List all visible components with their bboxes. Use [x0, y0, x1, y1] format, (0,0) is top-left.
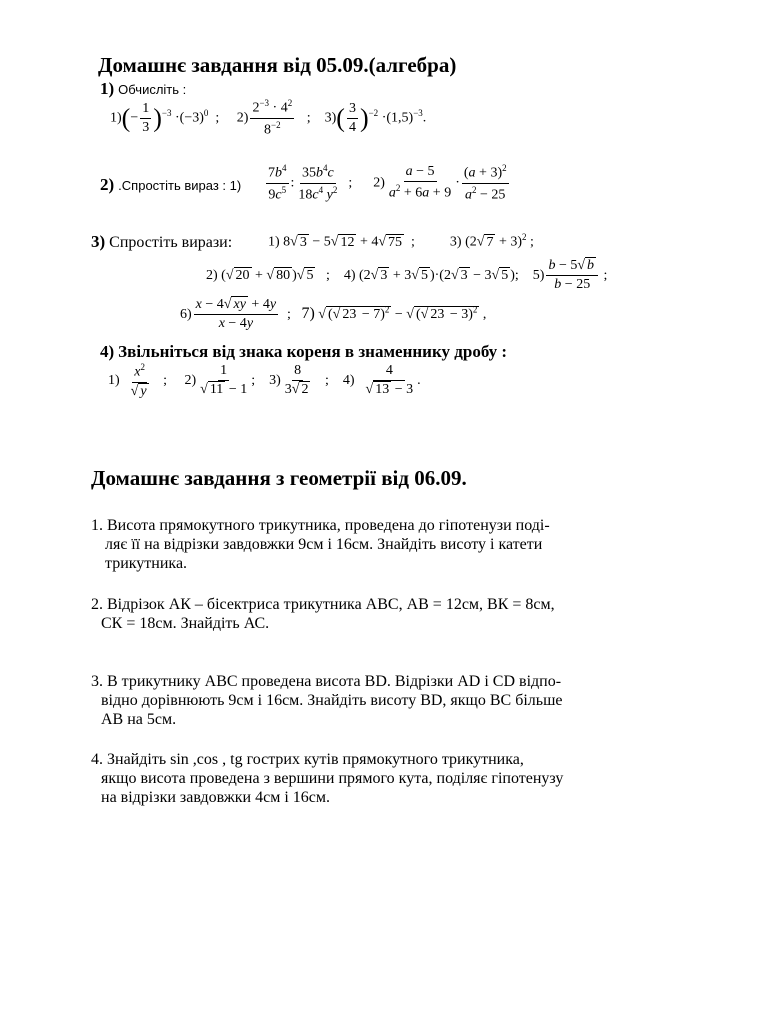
problem-3-line-1: 3. В трикутнику АВС проведена висота BD. Відрізки AD і CD відпо-: [91, 673, 562, 690]
task3-header: [91, 232, 232, 252]
task1-header: [100, 79, 186, 99]
task2-number: 2): [100, 175, 115, 194]
geometry-problem-3: [91, 672, 651, 729]
task3-row3: 6) $\frac{x - 4√ xy + 4y}{x - 4y}$ ; 7) √ (√ 23 − 7)$^2$ − √ (√ 23 − 3)$^2$ ,: [180, 297, 487, 332]
problem-1-line-2: ляє її на відрізки завдовжки 9см і 16см. Знайдіть висоту і катети: [105, 536, 543, 553]
problem-4-line-1: 4. Знайдіть sin ,cos , tg гострих кутів прямокутного трикутника,: [91, 751, 524, 768]
geometry-problem-1: [91, 516, 651, 573]
problem-3-line-3: АВ на 5см.: [101, 711, 177, 728]
task1-label: Обчисліть :: [118, 82, 187, 97]
task4-expressions: 1) $\frac{x^2}{√ y}$ ; 2) $\frac{1}{√ 11 - 1}$ ; 3) $\frac{8}{3√ 2}$ ; 4) $\frac{4}{√ 13 - 3}$ .: [108, 362, 421, 399]
task2-label: .Спростіть вираз : 1): [118, 178, 242, 193]
problem-1-line-1: 1. Висота прямокутного трикутника, проведена до гіпотенузи поді-: [91, 517, 550, 534]
task2-header: [100, 175, 241, 195]
algebra-title: Домашнє завдання від 05.09.(алгебра): [98, 53, 457, 77]
task4-header: [100, 342, 507, 362]
geometry-problem-2: [91, 595, 651, 633]
task3-row2: 2) (√ 20 + √ 80 )√ 5 ; 4) (2√ 3 + 3√ 5 )·(2√ 3 − 3√ 5 ); 5) $\frac{b - 5√ b}{b - 25}$ ;: [206, 258, 608, 293]
problem-4-line-3: на відрізки завдовжки 4см і 16см.: [101, 789, 331, 806]
geometry-problem-4: [91, 750, 651, 807]
task1-number: 1): [100, 79, 115, 98]
task3-row1: 1) 8√ 3 − 5√ 12 + 4√ 75 ; 3) (2√ 7 + 3)$^2$ ;: [268, 232, 534, 250]
task3-label: Спростіть вирази:: [109, 234, 233, 251]
problem-3-line-2: відно дорівнюють 9см і 16см. Знайдіть висоту BD, якщо ВС більше: [101, 692, 563, 709]
problem-2-line-1: 2. Відрізок АК – бісектриса трикутника АВС, АВ = 12см, ВК = 8см,: [91, 596, 555, 613]
problem-2-line-2: СК = 18см. Знайдіть АС.: [101, 615, 270, 632]
problem-1-line-3: трикутника.: [105, 555, 188, 572]
task4-number: 4): [100, 342, 115, 361]
geometry-title: Домашнє завдання з геометрії від 06.09.: [91, 466, 467, 490]
task1-expressions: 1)(− $\frac{1}{3}$ )$^{-3} \cdot(-3)^0$ ; 2) $\frac{2^{-3} \cdot 4^2}{8^{-2}}$ ; 3)( $\frac{3}{4}$ )$^{-2} \cdot(1,5)^{-3}$.: [110, 98, 427, 138]
task3-number: 3): [91, 232, 106, 251]
problem-4-line-2: якщо висота проведена з вершини прямого кута, поділяє гіпотенузу: [101, 770, 564, 787]
task2-expressions: $\frac{7b^4}{9c^5}$ : $\frac{35b^4c}{18c^4 y^2}$ ; 2) $\frac{a - 5}{a^2 + 6a + 9}$ · $\frac{(a + 3)^2}{a^2 - 25}$: [268, 163, 507, 203]
task4-label: Звільніться від знака кореня в знаменнику дробу :: [118, 342, 508, 361]
